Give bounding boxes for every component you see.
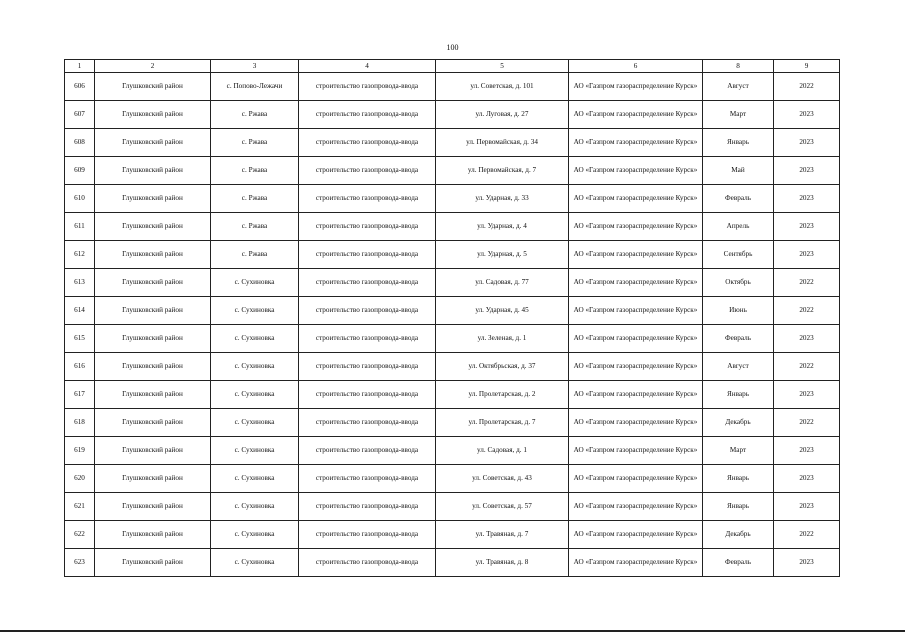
month-cell: Октябрь [703,269,774,297]
year-cell: 2023 [774,493,840,521]
settlement-cell: с. Ржава [211,241,299,269]
table-row [65,297,840,325]
table-row [65,157,840,185]
work-type-cell: строительство газопровода-ввода [299,185,436,213]
row-number-cell: 621 [65,493,95,521]
table-row [65,409,840,437]
district-cell: Глушковский район [95,353,211,381]
operator-cell: АО «Газпром газораспределение Курск» [569,465,703,493]
month-cell: Январь [703,129,774,157]
district-cell: Глушковский район [95,437,211,465]
district-cell: Глушковский район [95,269,211,297]
district-cell: Глушковский район [95,213,211,241]
settlement-cell: с. Сухиновка [211,549,299,577]
address-cell: ул. Травяная, д. 7 [436,521,569,549]
operator-cell: АО «Газпром газораспределение Курск» [569,353,703,381]
operator-cell: АО «Газпром газораспределение Курск» [569,493,703,521]
page-number: 100 [446,43,459,52]
address-cell: ул. Луговая, д. 27 [436,101,569,129]
row-number-cell: 617 [65,381,95,409]
work-type-cell: строительство газопровода-ввода [299,493,436,521]
district-cell: Глушковский район [95,101,211,129]
month-cell: Декабрь [703,409,774,437]
month-cell: Июнь [703,297,774,325]
month-cell: Март [703,437,774,465]
column-number-5: 5 [436,60,569,73]
table-row [65,353,840,381]
month-cell: Январь [703,381,774,409]
work-type-cell: строительство газопровода-ввода [299,241,436,269]
table-row [65,129,840,157]
district-cell: Глушковский район [95,465,211,493]
row-number-cell: 619 [65,437,95,465]
operator-cell: АО «Газпром газораспределение Курск» [569,521,703,549]
address-cell: ул. Садовая, д. 77 [436,269,569,297]
row-number-cell: 612 [65,241,95,269]
month-cell: Сентябрь [703,241,774,269]
operator-cell: АО «Газпром газораспределение Курск» [569,157,703,185]
year-cell: 2023 [774,101,840,129]
table-row [65,465,840,493]
address-cell: ул. Советская, д. 101 [436,73,569,101]
district-cell: Глушковский район [95,73,211,101]
operator-cell: АО «Газпром газораспределение Курск» [569,437,703,465]
row-number-cell: 618 [65,409,95,437]
column-number-2: 2 [95,60,211,73]
settlement-cell: с. Сухиновка [211,269,299,297]
operator-cell: АО «Газпром газораспределение Курск» [569,549,703,577]
address-cell: ул. Пролетарская, д. 2 [436,381,569,409]
address-cell: ул. Первомайская, д. 34 [436,129,569,157]
row-number-cell: 611 [65,213,95,241]
settlement-cell: с. Сухиновка [211,521,299,549]
table-row [65,521,840,549]
month-cell: Август [703,353,774,381]
operator-cell: АО «Газпром газораспределение Курск» [569,73,703,101]
month-cell: Март [703,101,774,129]
year-cell: 2022 [774,409,840,437]
settlement-cell: с. Ржава [211,129,299,157]
settlement-cell: с. Ржава [211,185,299,213]
column-number-header-row [65,60,840,73]
year-cell: 2022 [774,269,840,297]
month-cell: Февраль [703,325,774,353]
operator-cell: АО «Газпром газораспределение Курск» [569,269,703,297]
column-number-8: 8 [703,60,774,73]
settlement-cell: с. Сухиновка [211,437,299,465]
row-number-cell: 610 [65,185,95,213]
month-cell: Январь [703,493,774,521]
year-cell: 2023 [774,213,840,241]
settlement-cell: с. Попово-Лежачи [211,73,299,101]
work-type-cell: строительство газопровода-ввода [299,409,436,437]
month-cell: Февраль [703,549,774,577]
table-row [65,213,840,241]
table-row [65,493,840,521]
operator-cell: АО «Газпром газораспределение Курск» [569,101,703,129]
settlement-cell: с. Сухиновка [211,297,299,325]
year-cell: 2023 [774,325,840,353]
work-type-cell: строительство газопровода-ввода [299,129,436,157]
work-type-cell: строительство газопровода-ввода [299,73,436,101]
row-number-cell: 606 [65,73,95,101]
year-cell: 2023 [774,381,840,409]
settlement-cell: с. Сухиновка [211,409,299,437]
year-cell: 2023 [774,549,840,577]
district-cell: Глушковский район [95,521,211,549]
row-number-cell: 620 [65,465,95,493]
table-row [65,101,840,129]
year-cell: 2023 [774,185,840,213]
row-number-cell: 616 [65,353,95,381]
year-cell: 2022 [774,521,840,549]
month-cell: Май [703,157,774,185]
month-cell: Февраль [703,185,774,213]
month-cell: Апрель [703,213,774,241]
row-number-cell: 613 [65,269,95,297]
year-cell: 2023 [774,241,840,269]
table-row [65,437,840,465]
table-row [65,325,840,353]
work-type-cell: строительство газопровода-ввода [299,465,436,493]
address-cell: ул. Зеленая, д. 1 [436,325,569,353]
operator-cell: АО «Газпром газораспределение Курск» [569,381,703,409]
district-cell: Глушковский район [95,549,211,577]
year-cell: 2023 [774,129,840,157]
month-cell: Август [703,73,774,101]
operator-cell: АО «Газпром газораспределение Курск» [569,297,703,325]
district-cell: Глушковский район [95,409,211,437]
table-row [65,381,840,409]
work-type-cell: строительство газопровода-ввода [299,325,436,353]
table-row [65,73,840,101]
column-number-3: 3 [211,60,299,73]
page-bottom-rule [0,630,905,632]
address-cell: ул. Советская, д. 43 [436,465,569,493]
address-cell: ул. Ударная, д. 45 [436,297,569,325]
district-cell: Глушковский район [95,157,211,185]
settlement-cell: с. Сухиновка [211,493,299,521]
work-type-cell: строительство газопровода-ввода [299,297,436,325]
table-row [65,549,840,577]
settlement-cell: с. Сухиновка [211,381,299,409]
settlement-cell: с. Ржава [211,213,299,241]
operator-cell: АО «Газпром газораспределение Курск» [569,409,703,437]
row-number-cell: 622 [65,521,95,549]
work-type-cell: строительство газопровода-ввода [299,269,436,297]
year-cell: 2023 [774,465,840,493]
settlement-cell: с. Ржава [211,101,299,129]
row-number-cell: 608 [65,129,95,157]
address-cell: ул. Первомайская, д. 7 [436,157,569,185]
work-type-cell: строительство газопровода-ввода [299,213,436,241]
address-cell: ул. Ударная, д. 5 [436,241,569,269]
address-cell: ул. Ударная, д. 33 [436,185,569,213]
address-cell: ул. Октябрьская, д. 37 [436,353,569,381]
district-cell: Глушковский район [95,493,211,521]
settlement-cell: с. Сухиновка [211,325,299,353]
table-row [65,269,840,297]
district-cell: Глушковский район [95,325,211,353]
district-cell: Глушковский район [95,297,211,325]
operator-cell: АО «Газпром газораспределение Курск» [569,185,703,213]
district-cell: Глушковский район [95,129,211,157]
year-cell: 2023 [774,157,840,185]
address-cell: ул. Садовая, д. 1 [436,437,569,465]
column-number-6: 6 [569,60,703,73]
address-cell: ул. Ударная, д. 4 [436,213,569,241]
address-cell: ул. Пролетарская, д. 7 [436,409,569,437]
year-cell: 2022 [774,297,840,325]
operator-cell: АО «Газпром газораспределение Курск» [569,213,703,241]
district-cell: Глушковский район [95,185,211,213]
settlement-cell: с. Сухиновка [211,465,299,493]
settlement-cell: с. Сухиновка [211,353,299,381]
work-type-cell: строительство газопровода-ввода [299,521,436,549]
year-cell: 2022 [774,353,840,381]
operator-cell: АО «Газпром газораспределение Курск» [569,129,703,157]
row-number-cell: 614 [65,297,95,325]
operator-cell: АО «Газпром газораспределение Курск» [569,325,703,353]
work-type-cell: строительство газопровода-ввода [299,101,436,129]
table-row [65,241,840,269]
work-type-cell: строительство газопровода-ввода [299,353,436,381]
address-cell: ул. Травяная, д. 8 [436,549,569,577]
year-cell: 2023 [774,437,840,465]
table-body [65,60,840,577]
month-cell: Январь [703,465,774,493]
row-number-cell: 615 [65,325,95,353]
operator-cell: АО «Газпром газораспределение Курск» [569,241,703,269]
work-type-cell: строительство газопровода-ввода [299,437,436,465]
month-cell: Декабрь [703,521,774,549]
column-number-4: 4 [299,60,436,73]
column-number-9: 9 [774,60,840,73]
work-type-cell: строительство газопровода-ввода [299,157,436,185]
address-cell: ул. Советская, д. 57 [436,493,569,521]
district-cell: Глушковский район [95,241,211,269]
work-type-cell: строительство газопровода-ввода [299,381,436,409]
settlement-cell: с. Ржава [211,157,299,185]
year-cell: 2022 [774,73,840,101]
row-number-cell: 609 [65,157,95,185]
work-type-cell: строительство газопровода-ввода [299,549,436,577]
gas-pipeline-registry-table [64,59,840,577]
row-number-cell: 607 [65,101,95,129]
row-number-cell: 623 [65,549,95,577]
district-cell: Глушковский район [95,381,211,409]
column-number-1: 1 [65,60,95,73]
table-row [65,185,840,213]
